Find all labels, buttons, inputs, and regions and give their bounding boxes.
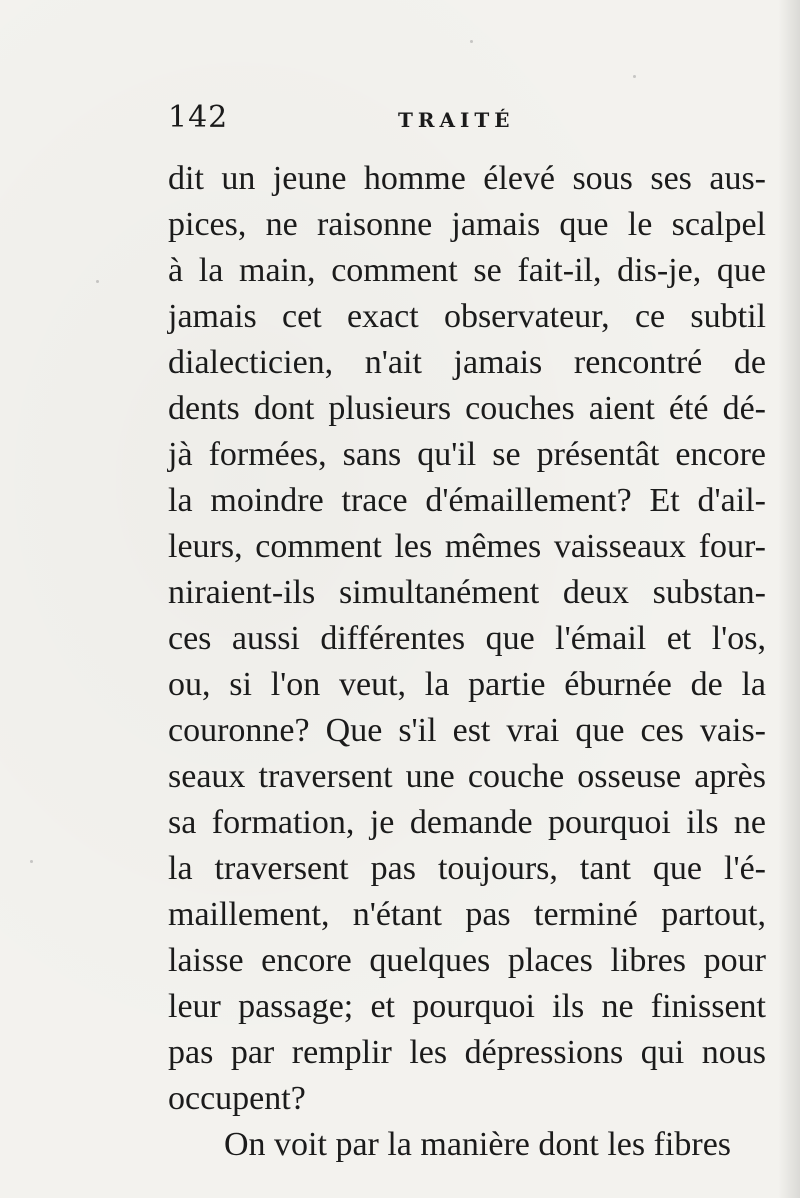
paper-speck [470,40,473,43]
body-text [168,156,766,1168]
text-line: leur passage; et pourquoi ils ne finissent [168,988,766,1025]
text-line: jà formées, sans qu'il se présentât encore [168,436,766,473]
text-line: laisse encore quelques places libres pour [168,942,766,979]
paper-speck [96,280,99,283]
paper-speck [30,860,33,863]
text-line: sa formation, je demande pourquoi ils ne [168,804,766,841]
text-line: ces aussi différentes que l'émail et l'os, [168,620,766,657]
paragraph-end-line: occupent? [168,1080,306,1117]
text-line: jamais cet exact observateur, ce subtil [168,298,766,335]
text-line: la moindre trace d'émaillement? Et d'ail- [168,482,766,519]
paragraph-start-line: On voit par la manière dont les fibres [224,1126,732,1163]
text-line: dit un jeune homme élevé sous ses aus- [168,160,766,197]
text-line: ou, si l'on veut, la partie éburnée de la [168,666,766,703]
text-line: la traversent pas toujours, tant que l'é- [168,850,766,887]
page-header [168,100,768,140]
page-edge-shadow [778,0,800,1198]
paper-speck [633,75,636,78]
page-number: 142 [168,100,229,135]
text-line: couronne? Que s'il est vrai que ces vais- [168,712,766,749]
text-line: maillement, n'étant pas terminé partout, [168,896,766,933]
running-title: TRAITÉ [398,108,515,132]
text-line: pas par remplir les dépressions qui nous [168,1034,766,1071]
text-line: dents dont plusieurs couches aient été dé- [168,390,766,427]
text-line: dialecticien, n'ait jamais rencontré de [168,344,766,381]
text-line: leurs, comment les mêmes vaisseaux four- [168,528,766,565]
text-line: seaux traversent une couche osseuse après [168,758,766,795]
text-line: à la main, comment se fait-il, dis-je, que [168,252,766,289]
text-line: niraient-ils simultanément deux substan- [168,574,766,611]
text-line: pices, ne raisonne jamais que le scalpel [168,206,766,243]
